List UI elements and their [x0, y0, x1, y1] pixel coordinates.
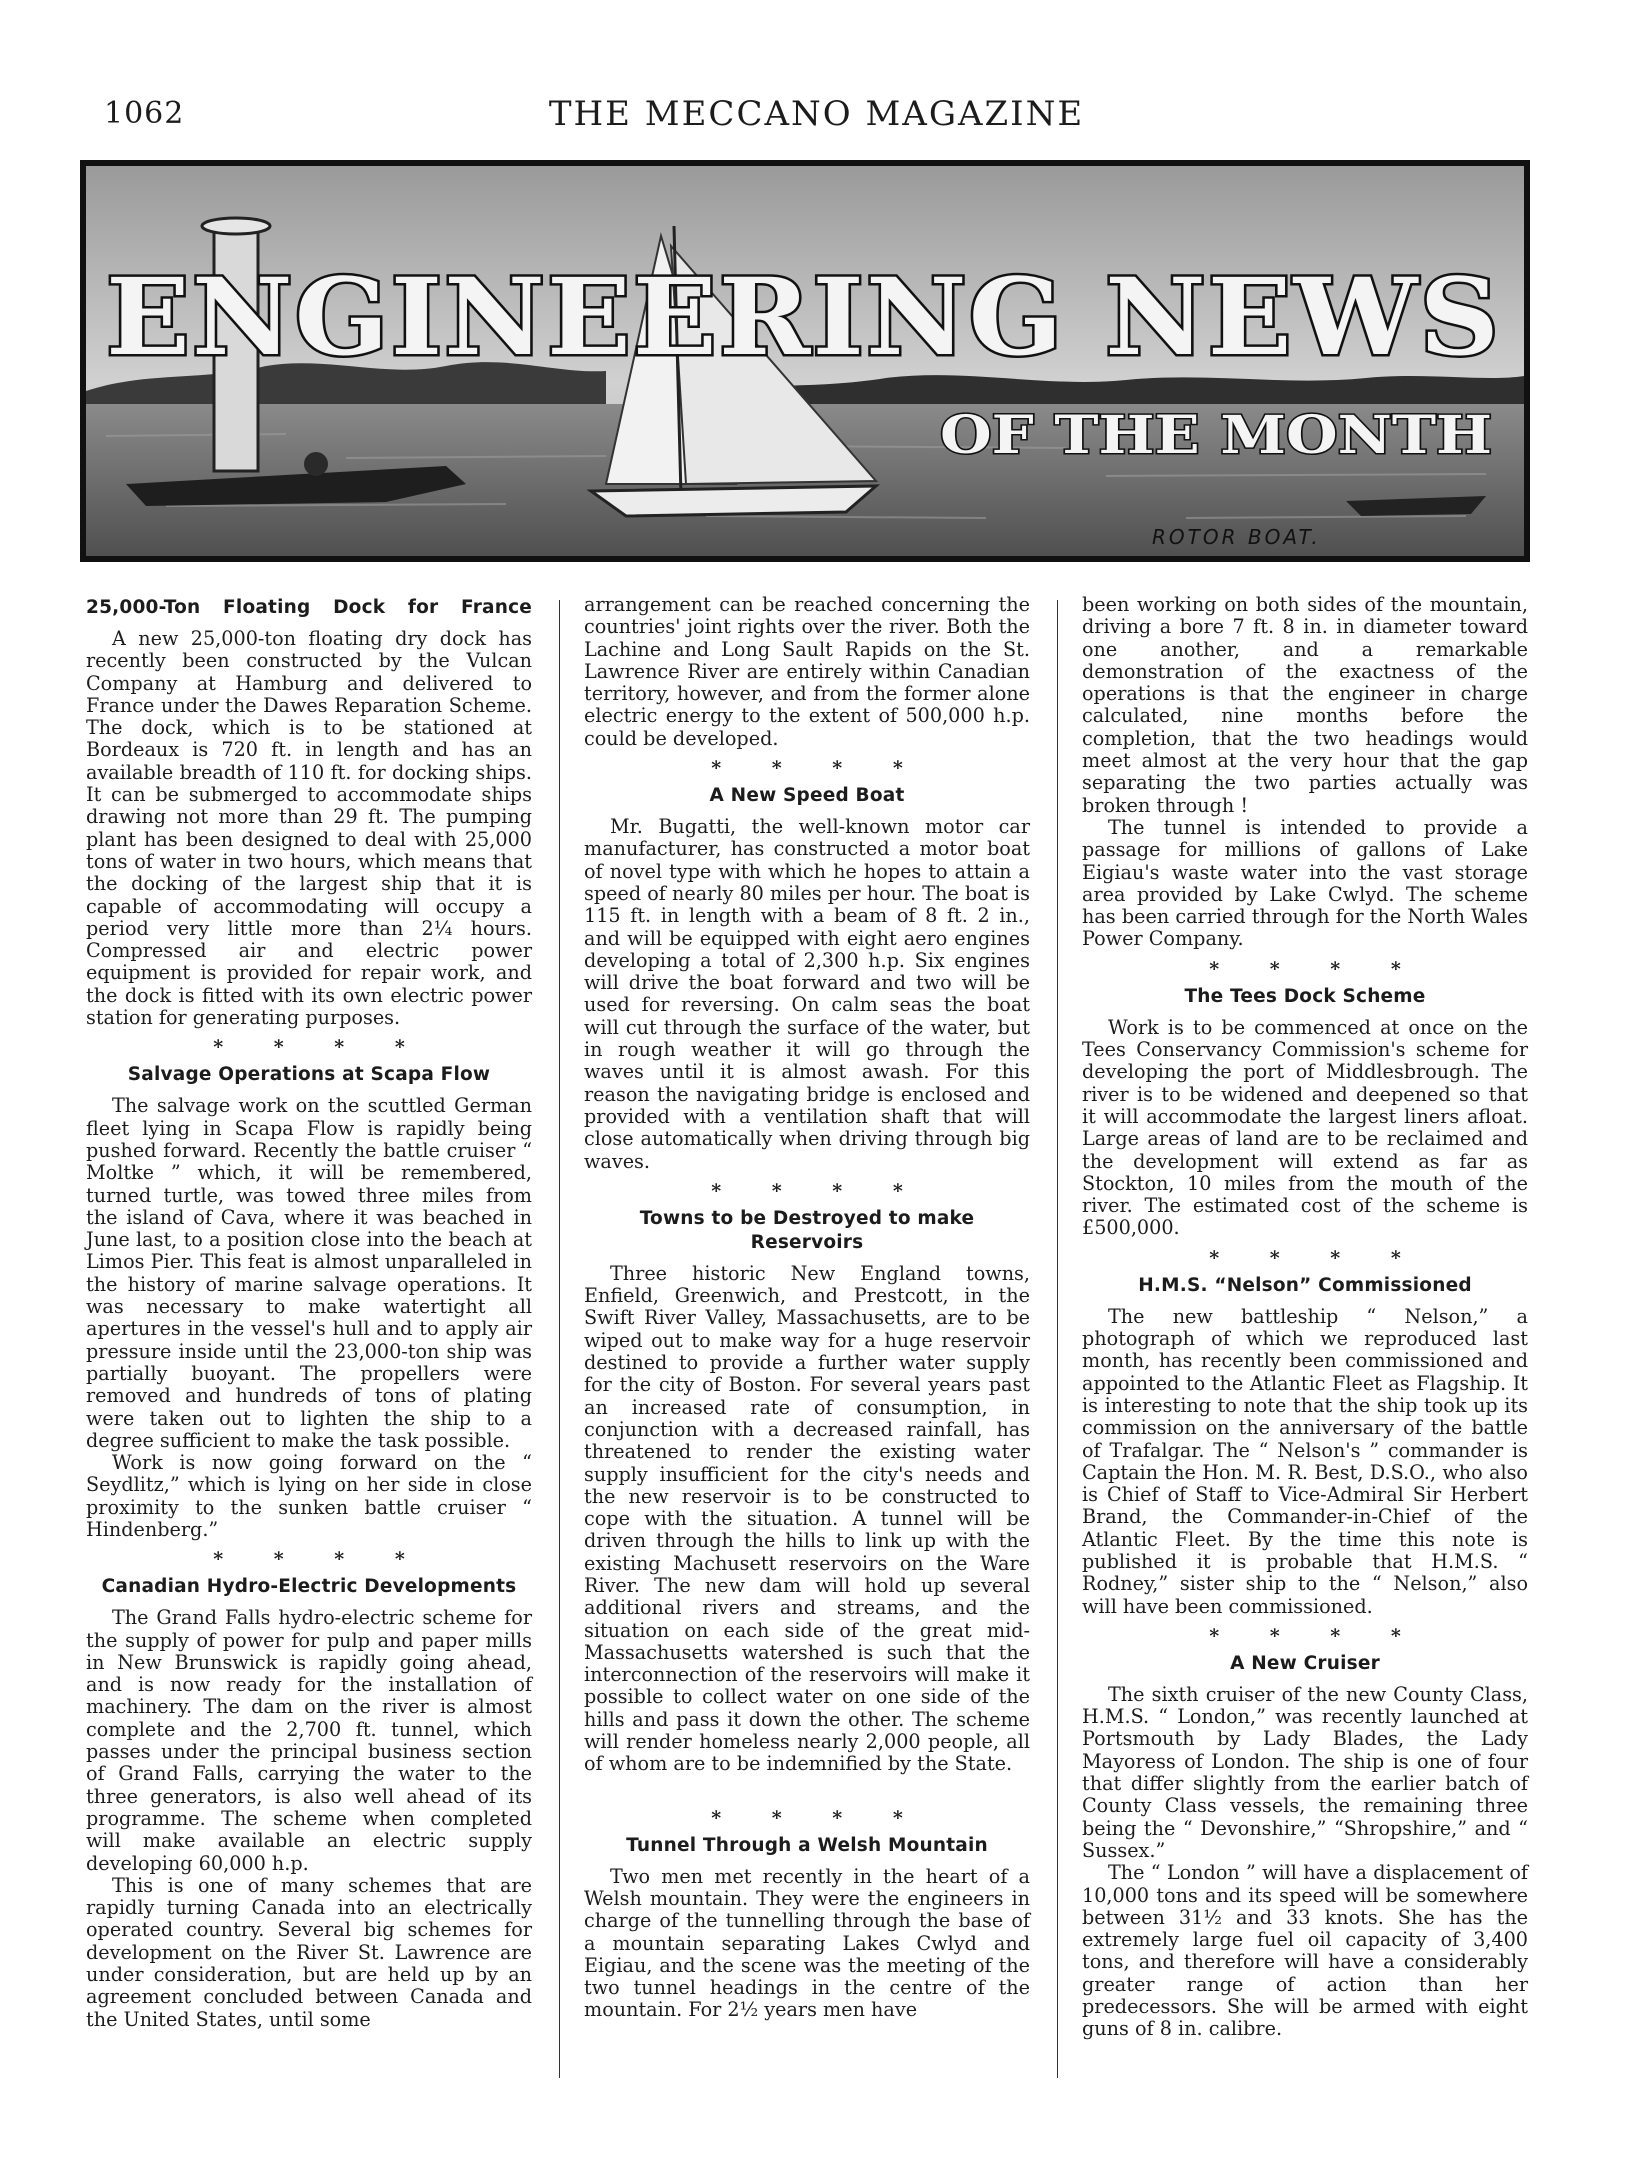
banner-title: ENGINEERING NEWS: [106, 254, 1501, 379]
article-heading: H.M.S. “Nelson” Commissioned: [1138, 1274, 1472, 1296]
section-separator: * * * *: [1209, 1624, 1423, 1647]
article-heading: Tunnel Through a Welsh Mountain: [626, 1834, 988, 1856]
article-paragraph: arrangement can be reached concerning the countries' joint rights over the river. Both the Lachine and Long Sault Rapids on the St. Lawrence River are entirely within Canadian territory, however, and from the former alone electric energy to the extent of 500,000 h.p. could be developed.: [584, 593, 1030, 750]
section-separator: * * * *: [711, 757, 925, 780]
banner-illustration: [86, 166, 1524, 556]
section-separator: * * * *: [1209, 957, 1423, 980]
banner-caption: ROTOR BOAT.: [1152, 525, 1321, 549]
article-paragraph: Work is to be commenced at once on the Tees Conservancy Commission's scheme for developing the port of Middlesbrough. The river is to be widened and deepened so that it will accommodate the largest liners afloat. Large areas of land are to be reclaimed and the development will extend as far as Stockton, 10 miles from the mouth of the river. The estimated cost of the scheme is £500,000.: [1082, 1015, 1528, 1240]
article-paragraph: The Grand Falls hydro-electric scheme for the supply of power for pulp and paper mills in New Brunswick is rapidly going ahead, and is now ready for the installation of machinery. The dam on the river is almost complete and the 2,700 ft. tunnel, which passes under the principal business section of Grand Falls, carrying the water to the three generators, is also well ahead of its programme. The scheme when completed will make available an electric supply developing 60,000 h.p.: [86, 1606, 532, 1875]
article-paragraph: Three historic New England towns, Enfield, Greenwich, and Prestcott, in the Swift River Valley, Massachusetts, are to be wiped out to make way for a huge reservoir destined to provide a further water supply for the city of Boston. For several years past an increased rate of consumption, in conjunction with a decreased rainfall, has threatened to render the existing water supply insufficient for the city's needs and the new reservoir is to be constructed to cope with the situation. A tunnel will be driven through the hills to link up with the existing Machusett reservoirs on the Ware River. The new dam will hold up several additional rivers and streams, and the situation on each side of the great mid-Massachusetts watershed is such that the interconnection of the reservoirs will make it possible to collect water on one side of the hills and pass it down the other. The scheme will render homeless nearly 2,000 people, all of whom are to be indemnified by the State.: [584, 1261, 1030, 1776]
article-heading: Towns to be Destroyed to make Reservoirs: [639, 1207, 975, 1253]
article-paragraph: Mr. Bugatti, the well-known motor car manufacturer, has constructed a motor boat of novel type with which he hopes to attain a speed of nearly 80 miles per hour. The boat is 115 ft. in length with a beam of 8 ft. 2 in., and will be equipped with eight aero engines developing a total of 2,300 h.p. Six engines will drive the boat forward and two will be used for reversing. On calm seas the boat will cut through the surface of the water, but in rough weather it will go through the waves until it is almost awash. For this reason the navigating bridge is enclosed and provided with a ventilation shaft that will close automatically when driving through big waves.: [584, 815, 1030, 1173]
article-paragraph: The new battleship “ Nelson,” a photograph of which we reproduced last month, has recently been commissioned and appointed to the Atlantic Fleet as Flagship. It is interesting to note that the ship took up its commission on the anniversary of the battle of Trafalgar. The “ Nelson's ” commander is Captain the Hon. M. R. Best, D.S.O., who also is Chief of Staff to Vice-Admiral Sir Herbert Brand, the Commander-in-Chief of the Atlantic Fleet. By the time this note is published it is probable that H.M.S. “ Rodney,” sister ship to the “ Nelson,” also will have been commissioned.: [1082, 1304, 1528, 1618]
article-heading: Salvage Operations at Scapa Flow: [127, 1064, 491, 1086]
engineering-news-banner: [80, 160, 1530, 562]
article-columns: [86, 594, 1546, 2094]
section-separator: * * * *: [711, 1806, 925, 1829]
section-separator: * * * *: [213, 1036, 427, 1059]
banner-subtitle: OF THE MONTH: [940, 405, 1492, 466]
article-paragraph: This is one of many schemes that are rapidly turning Canada into an electrically operated country. Several big schemes for development on the River St. Lawrence are under consideration, but are held up by an agreement concluded between Canada and the United States, until some: [86, 1873, 532, 2031]
column-2: [584, 594, 1030, 2022]
column-rule: [559, 600, 560, 2078]
section-separator: * * * *: [1209, 1246, 1423, 1269]
article-heading: A New Cruiser: [1230, 1652, 1380, 1674]
section-separator: * * * *: [711, 1179, 925, 1202]
article-heading: 25,000-Ton Floating Dock for France: [86, 597, 532, 618]
column-1: [86, 594, 532, 2031]
article-paragraph: The tunnel is intended to provide a passage for millions of gallons of Lake Eigiau's waste water into the vast storage area provided by Lake Cwlyd. The scheme has been carried through for the North Wales Power Company.: [1082, 815, 1528, 951]
article-paragraph: Work is now going forward on the “ Seydlitz,” which is lying on her side in close proximity to the sunken battle cruiser “ Hindenberg.”: [86, 1451, 532, 1541]
magazine-title: THE MECCANO MAGAZINE: [548, 94, 1085, 134]
article-paragraph: been working on both sides of the mountain, driving a bore 7 ft. 8 in. in diameter toward one another, and a remarkable demonstration of the exactness of the operations is that the engineer in charge calculated, nine months before the completion, that the two headings would meet almost at the very hour that the gap separating the two parties actually was broken through !: [1082, 593, 1528, 817]
article-paragraph: Two men met recently in the heart of a Welsh mountain. They were the engineers in charge of the tunnelling through the base of a mountain separating Lakes Cwlyd and Eigiau, and the scene was the meeting of the two tunnel headings in the centre of the mountain. For 2½ years men have: [584, 1864, 1030, 2022]
column-3: [1082, 594, 1528, 2041]
article-heading: The Tees Dock Scheme: [1184, 985, 1426, 1007]
article-paragraph: A new 25,000-ton floating dry dock has recently been constructed by the Vulcan Company at Hamburg and delivered to France under the Dawes Reparation Scheme. The dock, which is to be stationed at Bordeaux is 720 ft. in length and has an available breadth of 110 ft. for docking ships. It can be submerged to accommodate ships drawing not more than 29 ft. The pumping plant has been designed to deal with 25,000 tons of water in two hours, which means that the docking of the largest ship that it is capable of accommodating will occupy a period very little more than 2¼ hours. Compressed air and electric power equipment is provided for repair work, and the dock is fitted with its own electric power station for generating purposes.: [86, 627, 532, 1030]
article-heading: A New Speed Boat: [709, 785, 905, 807]
section-separator: * * * *: [213, 1548, 427, 1571]
article-paragraph: The sixth cruiser of the new County Class, H.M.S. “ London,” was recently launched at Portsmouth by Lady Blades, the Lady Mayoress of London. The ship is one of four that differ slightly from the earlier batch of County Class vessels, the remaining three being the “ Devonshire,” “Shropshire,” and “ Sussex.”: [1082, 1682, 1528, 1862]
article-heading: Canadian Hydro-Electric Developments: [101, 1576, 517, 1598]
article-paragraph: The “ London ” will have a displacement of 10,000 tons and its speed will be somewhere between 31½ and 33 knots. She has the extremely large fuel oil capacity of 3,400 tons, and therefore will have a considerably greater range of action than her predecessors. She will be armed with eight guns of 8 in. calibre.: [1082, 1861, 1528, 2041]
page-number: 1062: [104, 96, 185, 131]
column-rule: [1057, 600, 1058, 2078]
article-paragraph: The salvage work on the scuttled German fleet lying in Scapa Flow is rapidly being pushed forward. Recently the battle cruiser “ Moltke ” which, it will be remembered, turned turtle, was towed three miles from the island of Cava, where it was beached in June last, to a position close into the beach at Limos Pier. This feat is almost unparalleled in the history of marine salvage operations. It was necessary to make watertight all apertures in the vessel's hull and to apply air pressure inside until the 23,000-ton ship was partially buoyant. The propellers were removed and hundreds of tons of plating were taken out to lighten the ship to a degree sufficient to make the task possible.: [86, 1094, 532, 1452]
